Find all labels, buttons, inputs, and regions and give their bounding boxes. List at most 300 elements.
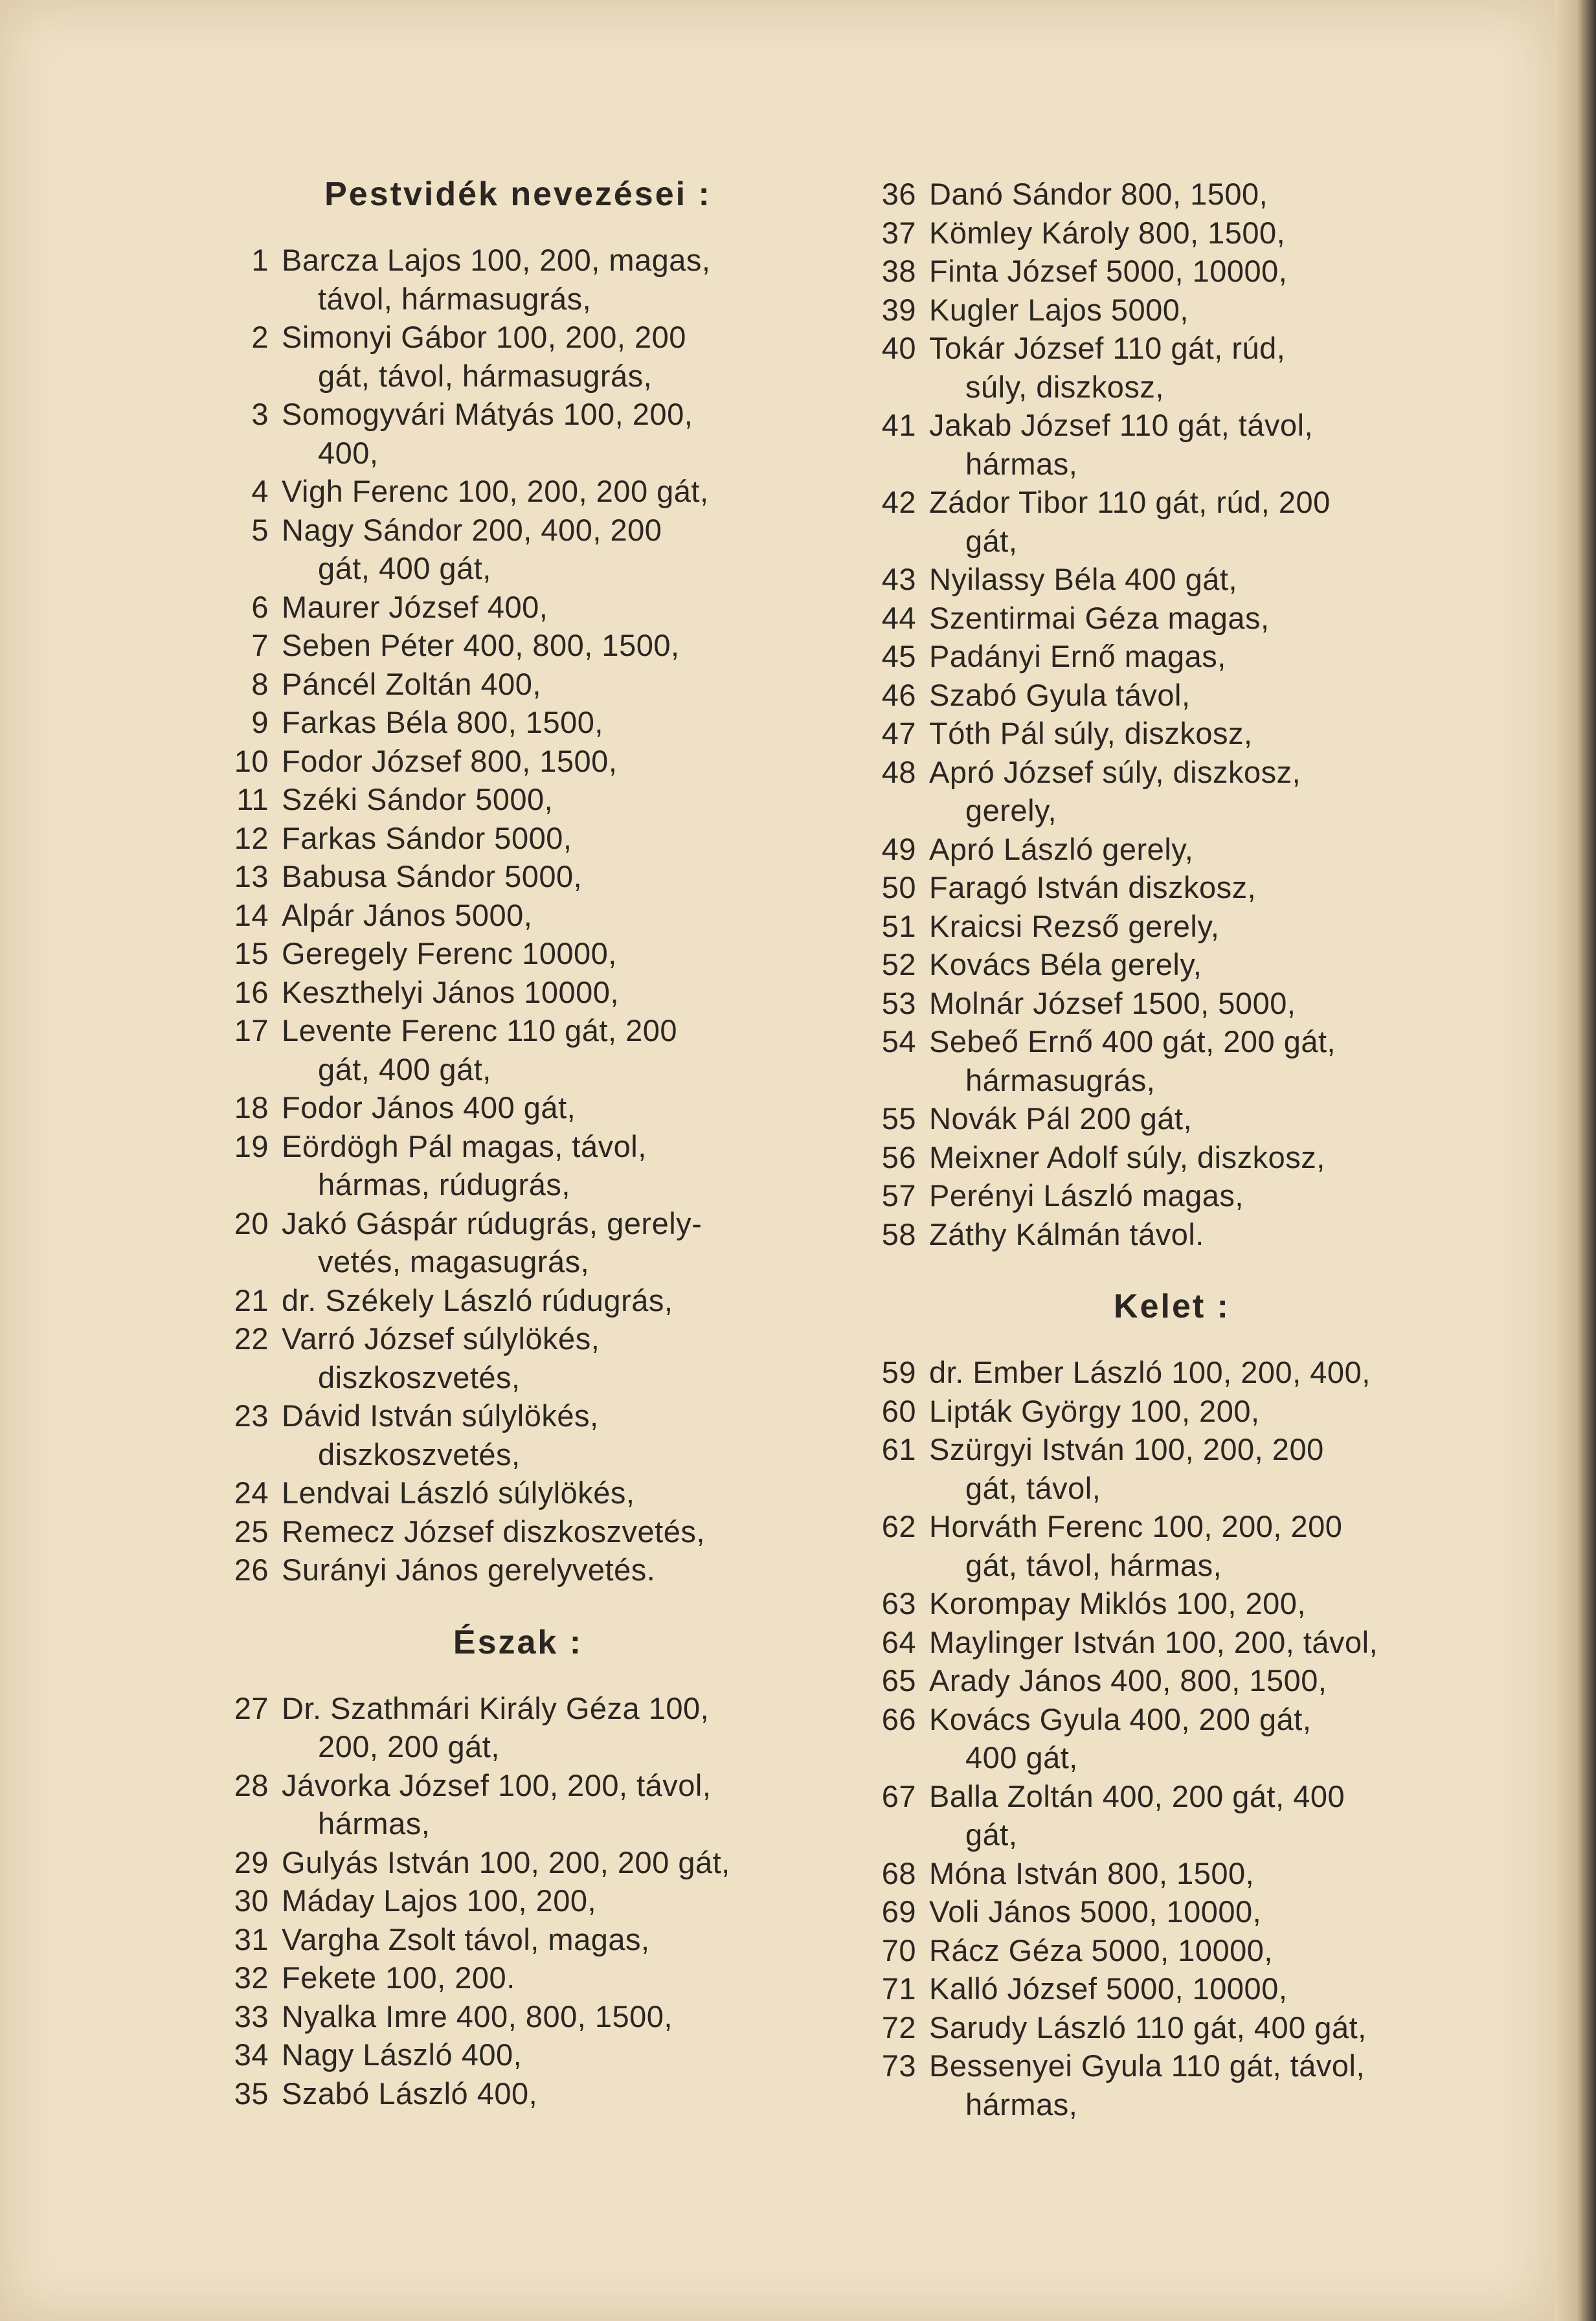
entry-line: Simonyi Gábor 100, 200, 200 [282,320,686,354]
entry-12 [194,819,796,858]
entry-number: 18 [234,1090,269,1125]
entry-64 [842,1623,1463,1662]
entry-text [929,214,1463,252]
entry-line: Kovács Béla gerely, [929,947,1202,981]
entry-line: Babusa Sándor 5000, [282,859,583,893]
entry-44 [842,599,1463,638]
entry-text [282,241,796,318]
entry-32 [194,1958,796,1997]
entry-number: 43 [881,562,916,596]
entry-line: Barcza Lajos 100, 200, magas, [282,243,711,277]
entry-22 [194,1319,796,1396]
entry-number: 48 [881,754,916,789]
entry-number: 68 [881,1856,916,1890]
entry-text [282,511,796,588]
entry-49 [842,830,1463,869]
entry-number: 45 [881,639,916,673]
entry-continuation-line: hármas, [965,2087,1078,2122]
entry-16 [194,973,796,1012]
entry-number: 31 [234,1922,269,1957]
entry-text [929,753,1463,830]
entry-text [929,907,1463,946]
entry-number: 37 [881,215,916,250]
entry-36 [842,175,1463,214]
entry-line: Nagy László 400, [282,2037,523,2072]
entry-text [282,780,796,819]
entry-19 [194,1127,796,1204]
entry-number: 22 [234,1321,269,1356]
entry-number: 27 [234,1690,269,1725]
entry-number: 55 [881,1101,916,1136]
entry-18 [194,1088,796,1127]
entry-line: Szürgyi István 100, 200, 200 [929,1432,1324,1466]
entry-number: 24 [234,1475,269,1510]
entry-line: Szabó László 400, [282,2076,538,2111]
entry-text [929,329,1463,406]
entry-number: 29 [234,1844,269,1879]
entry-line: Meixner Adolf súly, diszkosz, [929,1139,1325,1174]
entry-number: 65 [881,1663,916,1698]
entry-text [929,252,1463,291]
entry-text [282,1396,796,1474]
section-title-eszak: Észak : [453,1623,583,1661]
entry-text [929,868,1463,907]
entry-line: Varró József súlylökés, [282,1321,600,1356]
entry-text [282,742,796,781]
entry-line: Páncél Zoltán 400, [282,666,541,701]
entry-number: 46 [881,677,916,712]
entry-line: Kovács Gyula 400, 200 gát, [929,1701,1312,1736]
entry-text [929,1430,1463,1507]
entry-13 [194,857,796,896]
entry-line: Móna István 800, 1500, [929,1856,1255,1890]
entry-line: Korompay Miklós 100, 200, [929,1586,1307,1620]
entry-line: Lipták György 100, 200, [929,1393,1260,1428]
left-column [194,175,796,2113]
entry-text [929,1623,1463,1662]
entry-text [282,2035,796,2074]
entry-text [929,945,1463,984]
entry-68 [842,1854,1463,1893]
entry-number: 52 [881,947,916,981]
entry-27 [194,1689,796,1766]
entry-21 [194,1281,796,1320]
entry-30 [194,1881,796,1920]
entry-number: 51 [881,908,916,943]
entry-line: Horváth Ferenc 100, 200, 200 [929,1509,1343,1543]
entry-63 [842,1584,1463,1623]
entry-3 [194,395,796,472]
entry-number: 56 [881,1139,916,1174]
entry-line: Kömley Károly 800, 1500, [929,215,1286,250]
entry-57 [842,1176,1463,1215]
entry-text [282,1881,796,1920]
entry-11 [194,780,796,819]
entry-text [282,472,796,511]
entry-text [282,1281,796,1320]
entry-number: 66 [881,1701,916,1736]
entry-29 [194,1843,796,1882]
entry-50 [842,868,1463,907]
entry-text [929,2046,1463,2124]
entry-text [282,1766,796,1843]
entry-20 [194,1204,796,1281]
entry-number: 73 [881,2048,916,2083]
entry-number: 61 [881,1432,916,1466]
entry-text [282,318,796,395]
entry-text [282,1958,796,1997]
entry-text [282,1127,796,1204]
entry-60 [842,1392,1463,1431]
entry-text [282,1204,796,1281]
entry-number: 28 [234,1767,269,1802]
entry-26 [194,1551,796,1589]
entry-number: 57 [881,1178,916,1213]
entry-15 [194,934,796,973]
entry-continuation-line: hármas, [965,446,1078,481]
entry-48 [842,753,1463,830]
entry-continuation-line: diszkoszvetés, [318,1360,521,1395]
entry-number: 9 [251,705,269,739]
entry-line: Remecz József diszkoszvetés, [282,1514,705,1549]
entry-line: Faragó István diszkosz, [929,870,1257,904]
entry-text [929,1661,1463,1700]
entry-23 [194,1396,796,1474]
entry-text [929,714,1463,753]
entry-line: Zádor Tibor 110 gát, rúd, 200 [929,485,1331,519]
entry-line: Balla Zoltán 400, 200 gát, 400 [929,1778,1345,1813]
entry-text [929,1931,1463,1970]
entry-line: Arady János 400, 800, 1500, [929,1663,1327,1698]
section-title-pestvidek-nevezesei: Pestvidék nevezései : [324,175,712,213]
entry-line: Tóth Pál súly, diszkosz, [929,716,1253,750]
entry-33 [194,1997,796,2036]
entry-number: 32 [234,1960,269,1995]
entry-2 [194,318,796,395]
entry-line: dr. Székely László rúdugrás, [282,1283,673,1317]
entry-text [929,1099,1463,1138]
entry-text [282,819,796,858]
entry-28 [194,1766,796,1843]
entry-text [282,1551,796,1589]
entry-number: 12 [234,820,269,855]
entry-35 [194,2074,796,2113]
entry-line: Rácz Géza 5000, 10000, [929,1933,1273,1968]
entry-65 [842,1661,1463,1700]
section-title-kelet: Kelet : [1114,1288,1230,1325]
entry-66 [842,1700,1463,1777]
entry-number: 59 [881,1355,916,1389]
entry-line: Molnár József 1500, 5000, [929,985,1296,1020]
entry-41 [842,406,1463,483]
entry-line: Apró József súly, diszkosz, [929,754,1301,789]
right-column [842,175,1463,2124]
entry-number: 72 [881,2010,916,2045]
entry-line: Fodor József 800, 1500, [282,743,618,778]
entry-53 [842,984,1463,1023]
entry-1 [194,241,796,318]
entry-number: 49 [881,831,916,866]
entry-line: Finta József 5000, 10000, [929,254,1288,288]
entry-line: Geregely Ferenc 10000, [282,936,617,970]
entry-40 [842,329,1463,406]
entry-number: 2 [251,320,269,354]
entry-line: dr. Ember László 100, 200, 400, [929,1355,1371,1389]
entry-number: 40 [881,331,916,365]
entry-46 [842,676,1463,715]
entry-line: Novák Pál 200 gát, [929,1101,1193,1136]
entry-62 [842,1507,1463,1584]
entry-text [282,973,796,1012]
entry-59 [842,1353,1463,1392]
entry-text [929,1215,1463,1254]
entry-4 [194,472,796,511]
entry-line: Sebeő Ernő 400 gát, 200 gát, [929,1024,1336,1059]
entry-text [282,665,796,704]
entry-34 [194,2035,796,2074]
entry-line: Jakó Gáspár rúdugrás, gerely- [282,1205,702,1240]
entry-number: 5 [251,512,269,547]
entry-number: 35 [234,2076,269,2111]
entry-text [929,560,1463,599]
entry-17 [194,1011,796,1088]
entry-number: 44 [881,600,916,635]
entry-58 [842,1215,1463,1254]
entry-text [282,1319,796,1396]
entry-line: Bessenyei Gyula 110 gát, távol, [929,2048,1366,2083]
entry-text [282,1689,796,1766]
entry-line: Seben Péter 400, 800, 1500, [282,628,680,662]
entry-55 [842,1099,1463,1138]
entry-number: 62 [881,1509,916,1543]
entry-line: Nagy Sándor 200, 400, 200 [282,512,662,547]
entry-number: 60 [881,1393,916,1428]
entry-line: Fekete 100, 200. [282,1960,515,1995]
entry-number: 3 [251,397,269,431]
entry-line: Alpár János 5000, [282,897,533,932]
entry-number: 8 [251,666,269,701]
entry-text [929,637,1463,676]
entry-number: 26 [234,1553,269,1587]
entry-text [929,1892,1463,1931]
entry-24 [194,1474,796,1512]
entry-continuation-line: 400 gát, [965,1740,1078,1775]
entry-line: Gulyás István 100, 200, 200 gát, [282,1844,730,1879]
entry-continuation-line: távol, hármasugrás, [318,281,592,316]
entry-line: Dr. Szathmári Király Géza 100, [282,1690,710,1725]
entry-line: Kraicsi Rezső gerely, [929,908,1220,943]
entry-text [929,1700,1463,1777]
entry-56 [842,1138,1463,1177]
entry-text [929,599,1463,638]
entry-text [282,588,796,627]
entry-continuation-line: gát, [965,1817,1018,1852]
entry-number: 19 [234,1128,269,1163]
entry-25 [194,1512,796,1551]
entry-number: 41 [881,408,916,442]
entry-47 [842,714,1463,753]
entry-line: Sarudy László 110 gát, 400 gát, [929,2010,1367,2045]
entry-text [929,676,1463,715]
entry-number: 11 [236,782,269,816]
entry-number: 34 [234,2037,269,2072]
entry-line: Nyilassy Béla 400 gát, [929,562,1238,596]
entry-text [929,1777,1463,1854]
entry-continuation-line: 200, 200 gát, [318,1729,500,1764]
entry-text [282,1920,796,1959]
entry-51 [842,907,1463,946]
entry-continuation-line: gát, távol, [965,1470,1101,1505]
entry-text [282,1512,796,1551]
entry-text [282,1011,796,1088]
entry-number: 39 [881,292,916,327]
entry-text [929,1392,1463,1431]
entry-continuation-line: diszkoszvetés, [318,1437,521,1472]
entry-38 [842,252,1463,291]
entry-73 [842,2046,1463,2124]
entry-number: 21 [234,1283,269,1317]
entry-6 [194,588,796,627]
entry-line: Kalló József 5000, 10000, [929,1971,1288,2006]
entry-line: Szabó Gyula távol, [929,677,1191,712]
entry-line: Jakab József 110 gát, távol, [929,408,1314,442]
entry-number: 54 [881,1024,916,1059]
entry-line: Maurer József 400, [282,589,548,624]
entry-text [929,1584,1463,1623]
entry-number: 71 [881,1971,916,2006]
entry-continuation-line: 400, [318,435,379,470]
entry-number: 38 [881,254,916,288]
entry-line: Széki Sándor 5000, [282,782,554,816]
entry-text [929,406,1463,483]
entry-text [929,1176,1463,1215]
entry-10 [194,742,796,781]
entry-42 [842,483,1463,560]
entry-number: 1 [251,243,269,277]
entry-line: Surányi János gerelyvetés. [282,1553,656,1587]
entry-text [929,1854,1463,1893]
entry-line: Farkas Béla 800, 1500, [282,705,603,739]
entry-continuation-line: gát, távol, hármas, [965,1547,1222,1582]
entry-line: Szentirmai Géza magas, [929,600,1270,635]
entry-text [929,483,1463,560]
entry-number: 20 [234,1205,269,1240]
entry-line: Lendvai László súlylökés, [282,1475,635,1510]
entry-number: 6 [251,589,269,624]
entry-text [282,896,796,935]
entry-line: Kugler Lajos 5000, [929,292,1189,327]
entry-number: 58 [881,1217,916,1251]
entry-52 [842,945,1463,984]
entry-line: Dávid István súlylökés, [282,1398,599,1433]
entry-9 [194,703,796,742]
entry-text [929,1353,1463,1392]
entry-number: 16 [234,974,269,1009]
entry-line: Tokár József 110 gát, rúd, [929,331,1286,365]
entry-45 [842,637,1463,676]
entry-43 [842,560,1463,599]
entry-line: Eördögh Pál magas, távol, [282,1128,647,1163]
page-edge [1554,0,1596,2321]
entry-line: Padányi Ernő magas, [929,639,1226,673]
entry-line: Apró László gerely, [929,831,1194,866]
entry-continuation-line: gát, [965,523,1018,558]
entry-number: 23 [234,1398,269,1433]
entry-37 [842,214,1463,252]
entry-5 [194,511,796,588]
entry-line: Somogyvári Mátyás 100, 200, [282,397,693,431]
entry-number: 7 [251,628,269,662]
entry-61 [842,1430,1463,1507]
entry-number: 15 [234,936,269,970]
entry-text [282,857,796,896]
entry-text [929,1022,1463,1099]
entry-number: 50 [881,870,916,904]
entry-number: 36 [881,177,916,211]
entry-continuation-line: gát, 400 gát, [318,551,491,585]
entry-line: Vargha Zsolt távol, magas, [282,1922,650,1957]
entry-continuation-line: vetés, magasugrás, [318,1244,590,1279]
entry-line: Maylinger István 100, 200, távol, [929,1624,1378,1659]
entry-text [929,830,1463,869]
entry-text [282,1997,796,2036]
entry-number: 64 [881,1624,916,1659]
entry-continuation-line: súly, diszkosz, [965,369,1164,404]
entry-continuation-line: gát, távol, hármasugrás, [318,358,653,393]
entry-line: Levente Ferenc 110 gát, 200 [282,1013,678,1048]
entry-line: Jávorka József 100, 200, távol, [282,1767,712,1802]
entry-continuation-line: gerely, [965,793,1057,827]
entry-text [282,2074,796,2113]
entry-line: Farkas Sándor 5000, [282,820,572,855]
entry-text [929,291,1463,330]
entry-7 [194,626,796,665]
entry-8 [194,665,796,704]
entry-line: Záthy Kálmán távol. [929,1217,1204,1251]
entry-text [929,1969,1463,2008]
entry-line: Máday Lajos 100, 200, [282,1883,597,1918]
entry-line: Keszthelyi János 10000, [282,974,619,1009]
entry-text [282,395,796,472]
entry-67 [842,1777,1463,1854]
entry-39 [842,291,1463,330]
entry-continuation-line: hármas, [318,1806,431,1841]
entry-text [929,2008,1463,2047]
entry-line: Fodor János 400 gát, [282,1090,576,1125]
entry-text [282,1088,796,1127]
entry-line: Nyalka Imre 400, 800, 1500, [282,1999,673,2034]
entry-number: 47 [881,716,916,750]
entry-number: 67 [881,1778,916,1813]
entry-text [282,703,796,742]
entry-text [282,934,796,973]
entry-text [929,1507,1463,1584]
entry-text [929,1138,1463,1177]
entry-72 [842,2008,1463,2047]
entry-number: 33 [234,1999,269,2034]
entry-number: 30 [234,1883,269,1918]
entry-text [282,1843,796,1882]
entry-continuation-line: hármas, rúdugrás, [318,1167,570,1202]
entry-text [929,984,1463,1023]
entry-continuation-line: hármasugrás, [965,1062,1156,1097]
entry-line: Danó Sándor 800, 1500, [929,177,1268,211]
entry-number: 69 [881,1894,916,1929]
entry-number: 10 [234,743,269,778]
entry-14 [194,896,796,935]
entry-54 [842,1022,1463,1099]
entry-number: 63 [881,1586,916,1620]
